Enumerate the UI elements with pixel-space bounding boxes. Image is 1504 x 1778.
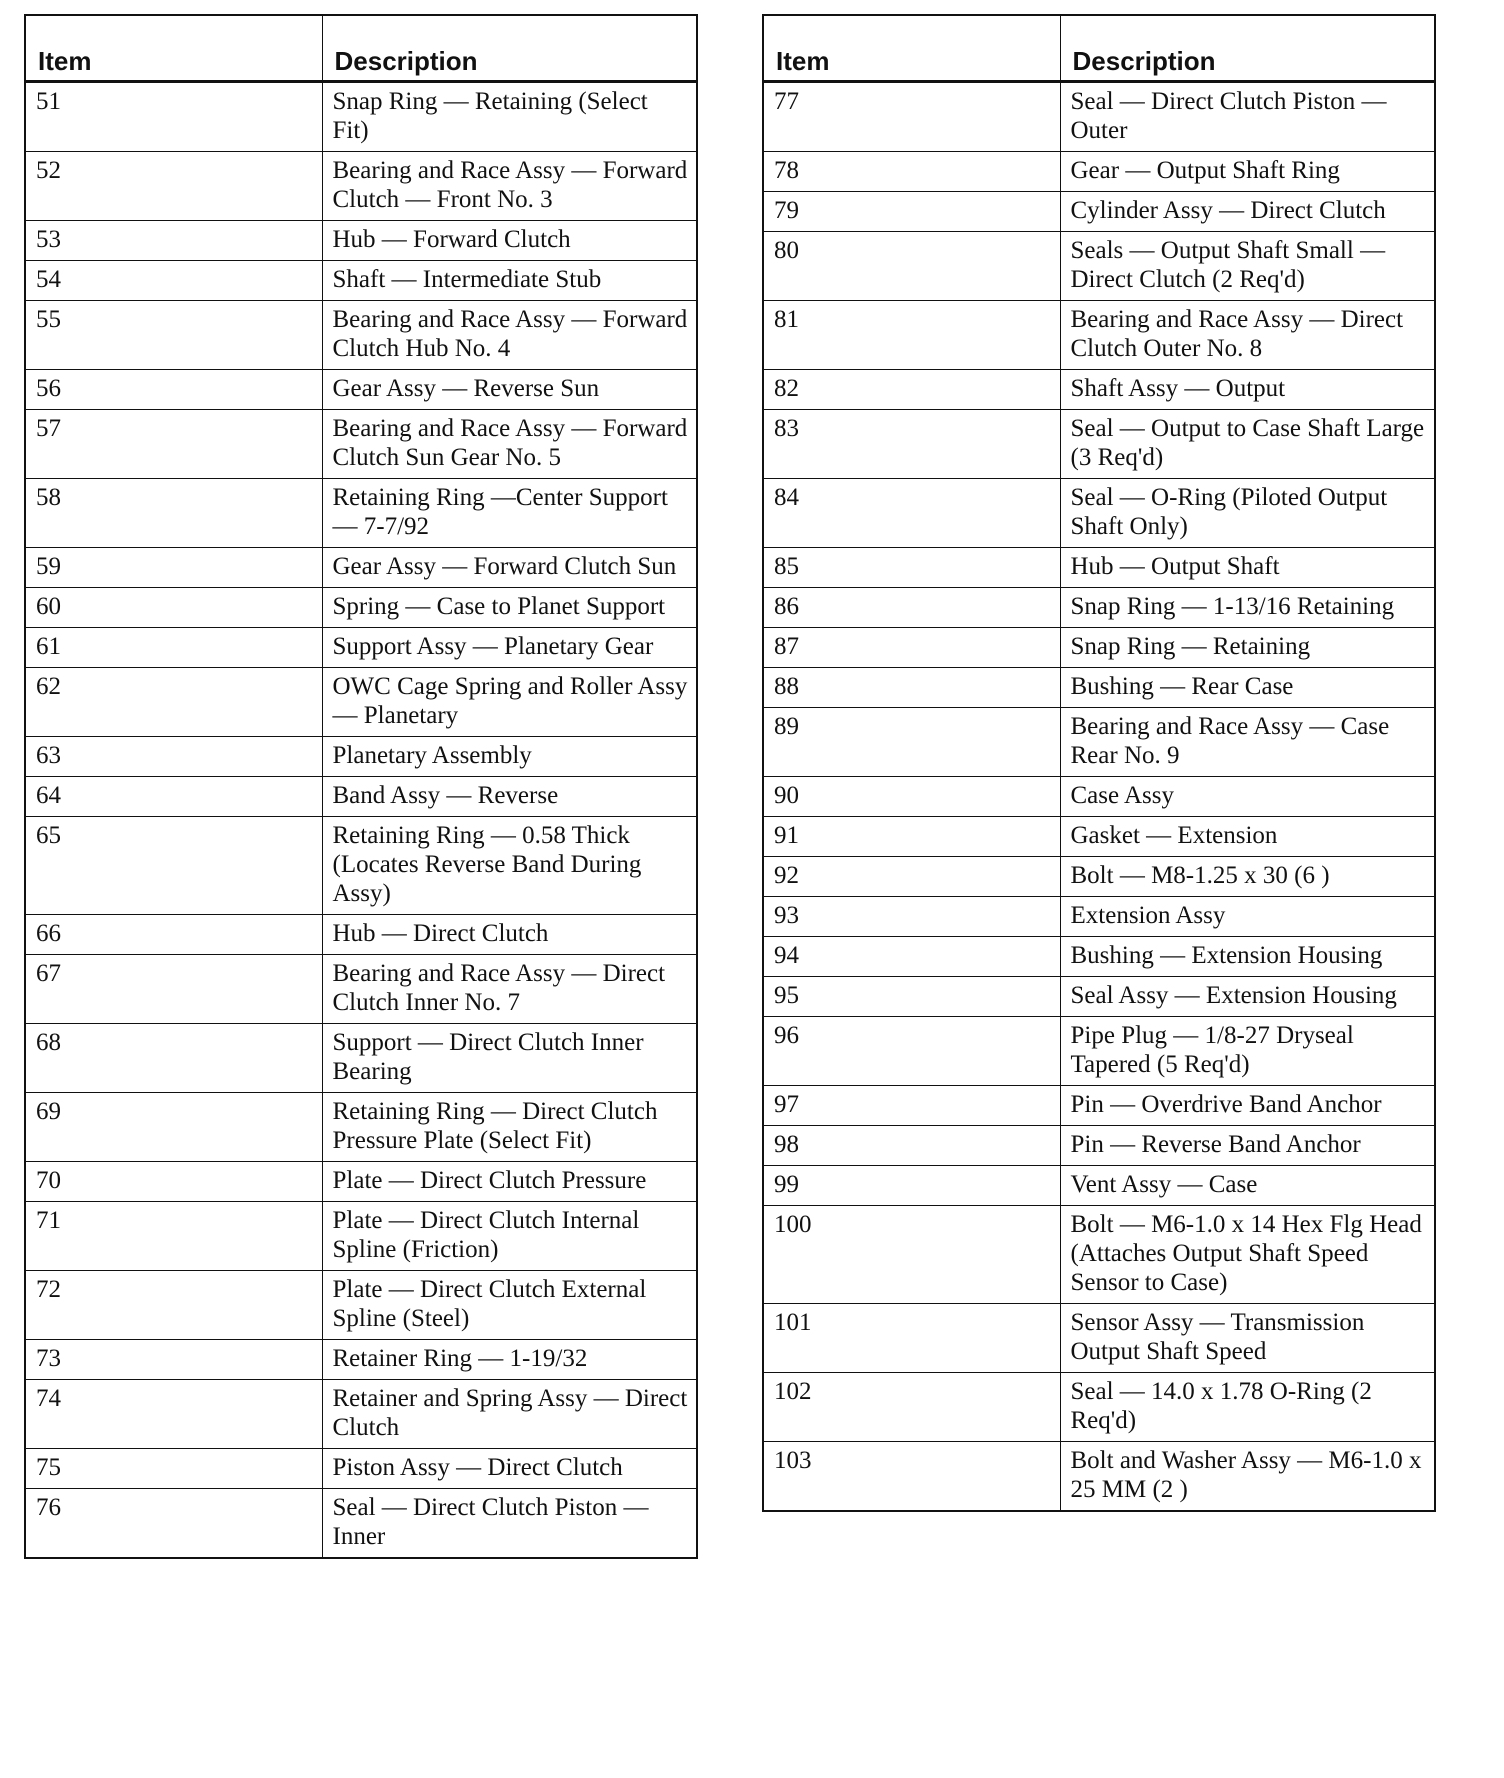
item-number: 58	[25, 479, 322, 548]
item-description: Hub — Forward Clutch	[322, 221, 697, 261]
item-number: 70	[25, 1162, 322, 1202]
item-number: 91	[763, 817, 1060, 857]
item-number: 101	[763, 1304, 1060, 1373]
item-description: Retainer and Spring Assy — Direct Clutch	[322, 1380, 697, 1449]
table-row	[25, 588, 697, 628]
table-row	[763, 1373, 1435, 1442]
table-row	[25, 1489, 697, 1559]
item-number: 97	[763, 1086, 1060, 1126]
table-row	[25, 628, 697, 668]
item-header: Item	[25, 15, 322, 82]
description-header: Description	[322, 15, 697, 82]
table-row	[763, 1126, 1435, 1166]
table-row	[25, 737, 697, 777]
item-description: Snap Ring — 1-13/16 Retaining	[1060, 588, 1435, 628]
parts-table-left	[24, 14, 698, 1559]
item-number: 69	[25, 1093, 322, 1162]
table-row	[763, 152, 1435, 192]
item-number: 85	[763, 548, 1060, 588]
item-description: Snap Ring — Retaining (Select Fit)	[322, 82, 697, 152]
item-description: Retaining Ring — 0.58 Thick (Locates Reverse Band During Assy)	[322, 817, 697, 915]
item-number: 57	[25, 410, 322, 479]
item-number: 67	[25, 955, 322, 1024]
table-row	[25, 1340, 697, 1380]
table-row	[763, 1166, 1435, 1206]
item-number: 68	[25, 1024, 322, 1093]
item-description: Hub — Output Shaft	[1060, 548, 1435, 588]
item-description: Case Assy	[1060, 777, 1435, 817]
item-header: Item	[763, 15, 1060, 82]
item-description: Seal — Direct Clutch Piston — Inner	[322, 1489, 697, 1559]
item-number: 89	[763, 708, 1060, 777]
item-description: Bearing and Race Assy — Direct Clutch Inner No. 7	[322, 955, 697, 1024]
item-description: Bearing and Race Assy — Forward Clutch Hub No. 4	[322, 301, 697, 370]
table-row	[25, 1024, 697, 1093]
item-description: Hub — Direct Clutch	[322, 915, 697, 955]
item-number: 62	[25, 668, 322, 737]
item-description: Band Assy — Reverse	[322, 777, 697, 817]
item-description: Snap Ring — Retaining	[1060, 628, 1435, 668]
table-row	[763, 777, 1435, 817]
table-row	[25, 221, 697, 261]
table-row	[25, 817, 697, 915]
item-number: 86	[763, 588, 1060, 628]
item-description: Sensor Assy — Transmission Output Shaft Speed	[1060, 1304, 1435, 1373]
item-description: Bolt — M6-1.0 x 14 Hex Flg Head (Attaches Output Shaft Speed Sensor to Case)	[1060, 1206, 1435, 1304]
item-number: 63	[25, 737, 322, 777]
item-number: 103	[763, 1442, 1060, 1512]
item-description: Seal — O-Ring (Piloted Output Shaft Only)	[1060, 479, 1435, 548]
item-number: 54	[25, 261, 322, 301]
parts-table-right	[762, 14, 1436, 1512]
item-description: Vent Assy — Case	[1060, 1166, 1435, 1206]
item-description: Gear Assy — Reverse Sun	[322, 370, 697, 410]
item-description: Planetary Assembly	[322, 737, 697, 777]
item-description: Plate — Direct Clutch Pressure	[322, 1162, 697, 1202]
table-row	[25, 1449, 697, 1489]
item-description: Retaining Ring — Direct Clutch Pressure Plate (Select Fit)	[322, 1093, 697, 1162]
item-description: OWC Cage Spring and Roller Assy — Planetary	[322, 668, 697, 737]
item-number: 78	[763, 152, 1060, 192]
item-description: Bolt and Washer Assy — M6-1.0 x 25 MM (2 )	[1060, 1442, 1435, 1512]
item-number: 90	[763, 777, 1060, 817]
item-description: Shaft Assy — Output	[1060, 370, 1435, 410]
item-number: 52	[25, 152, 322, 221]
table-row	[763, 479, 1435, 548]
item-number: 77	[763, 82, 1060, 152]
item-number: 80	[763, 232, 1060, 301]
table-row	[763, 192, 1435, 232]
item-number: 66	[25, 915, 322, 955]
table-row	[763, 628, 1435, 668]
item-description: Pipe Plug — 1/8-27 Dryseal Tapered (5 Req'd)	[1060, 1017, 1435, 1086]
item-description: Bushing — Rear Case	[1060, 668, 1435, 708]
item-description: Seal Assy — Extension Housing	[1060, 977, 1435, 1017]
table-row	[763, 410, 1435, 479]
header-row	[763, 15, 1435, 82]
item-description: Support — Direct Clutch Inner Bearing	[322, 1024, 697, 1093]
item-number: 71	[25, 1202, 322, 1271]
table-row	[763, 1206, 1435, 1304]
table-row	[763, 232, 1435, 301]
table-row	[763, 301, 1435, 370]
item-number: 59	[25, 548, 322, 588]
table-row	[25, 1271, 697, 1340]
table-row	[25, 955, 697, 1024]
item-description: Gasket — Extension	[1060, 817, 1435, 857]
table-row	[763, 588, 1435, 628]
table-row	[25, 915, 697, 955]
table-row	[25, 82, 697, 152]
item-description: Retaining Ring —Center Support — 7-7/92	[322, 479, 697, 548]
item-description: Cylinder Assy — Direct Clutch	[1060, 192, 1435, 232]
table-row	[763, 1086, 1435, 1126]
item-description: Seals — Output Shaft Small — Direct Clutch (2 Req'd)	[1060, 232, 1435, 301]
item-number: 84	[763, 479, 1060, 548]
table-row	[25, 548, 697, 588]
item-description: Gear Assy — Forward Clutch Sun	[322, 548, 697, 588]
item-description: Seal — Direct Clutch Piston — Outer	[1060, 82, 1435, 152]
item-description: Gear — Output Shaft Ring	[1060, 152, 1435, 192]
table-row	[25, 152, 697, 221]
item-description: Seal — Output to Case Shaft Large (3 Req'd)	[1060, 410, 1435, 479]
item-number: 53	[25, 221, 322, 261]
table-row	[763, 857, 1435, 897]
item-number: 79	[763, 192, 1060, 232]
item-number: 95	[763, 977, 1060, 1017]
item-description: Bolt — M8-1.25 x 30 (6 )	[1060, 857, 1435, 897]
table-body-left	[25, 82, 697, 1559]
table-row	[763, 937, 1435, 977]
table-row	[25, 777, 697, 817]
item-number: 92	[763, 857, 1060, 897]
item-number: 74	[25, 1380, 322, 1449]
table-row	[25, 410, 697, 479]
description-header: Description	[1060, 15, 1435, 82]
item-description: Pin — Overdrive Band Anchor	[1060, 1086, 1435, 1126]
table-row	[25, 1162, 697, 1202]
item-description: Seal — 14.0 x 1.78 O-Ring (2 Req'd)	[1060, 1373, 1435, 1442]
table-row	[763, 897, 1435, 937]
table-row	[25, 668, 697, 737]
item-number: 102	[763, 1373, 1060, 1442]
item-description: Shaft — Intermediate Stub	[322, 261, 697, 301]
item-number: 88	[763, 668, 1060, 708]
item-number: 51	[25, 82, 322, 152]
item-description: Extension Assy	[1060, 897, 1435, 937]
table-body-right	[763, 82, 1435, 1512]
table-row	[763, 977, 1435, 1017]
item-number: 76	[25, 1489, 322, 1559]
item-description: Pin — Reverse Band Anchor	[1060, 1126, 1435, 1166]
item-description: Piston Assy — Direct Clutch	[322, 1449, 697, 1489]
item-number: 65	[25, 817, 322, 915]
item-number: 87	[763, 628, 1060, 668]
item-description: Support Assy — Planetary Gear	[322, 628, 697, 668]
table-row	[763, 1304, 1435, 1373]
item-number: 96	[763, 1017, 1060, 1086]
table-row	[763, 370, 1435, 410]
item-number: 94	[763, 937, 1060, 977]
item-description: Plate — Direct Clutch External Spline (Steel)	[322, 1271, 697, 1340]
table-row	[763, 708, 1435, 777]
item-number: 100	[763, 1206, 1060, 1304]
item-number: 99	[763, 1166, 1060, 1206]
item-description: Bearing and Race Assy — Direct Clutch Outer No. 8	[1060, 301, 1435, 370]
table-row	[25, 1380, 697, 1449]
table-row	[25, 301, 697, 370]
table-row	[25, 370, 697, 410]
item-number: 60	[25, 588, 322, 628]
table-row	[25, 1202, 697, 1271]
item-description: Bearing and Race Assy — Case Rear No. 9	[1060, 708, 1435, 777]
table-row	[763, 82, 1435, 152]
item-number: 61	[25, 628, 322, 668]
item-number: 82	[763, 370, 1060, 410]
item-number: 64	[25, 777, 322, 817]
item-number: 55	[25, 301, 322, 370]
item-description: Bearing and Race Assy — Forward Clutch Sun Gear No. 5	[322, 410, 697, 479]
item-description: Plate — Direct Clutch Internal Spline (Friction)	[322, 1202, 697, 1271]
table-row	[763, 668, 1435, 708]
table-row	[763, 548, 1435, 588]
item-number: 73	[25, 1340, 322, 1380]
item-description: Retainer Ring — 1-19/32	[322, 1340, 697, 1380]
table-row	[763, 817, 1435, 857]
item-number: 81	[763, 301, 1060, 370]
table-row	[763, 1442, 1435, 1512]
table-row	[25, 1093, 697, 1162]
header-row	[25, 15, 697, 82]
item-description: Bearing and Race Assy — Forward Clutch — Front No. 3	[322, 152, 697, 221]
table-row	[25, 261, 697, 301]
item-number: 83	[763, 410, 1060, 479]
table-row	[763, 1017, 1435, 1086]
item-number: 56	[25, 370, 322, 410]
item-number: 72	[25, 1271, 322, 1340]
item-number: 98	[763, 1126, 1060, 1166]
table-row	[25, 479, 697, 548]
item-description: Bushing — Extension Housing	[1060, 937, 1435, 977]
item-description: Spring — Case to Planet Support	[322, 588, 697, 628]
item-number: 75	[25, 1449, 322, 1489]
item-number: 93	[763, 897, 1060, 937]
